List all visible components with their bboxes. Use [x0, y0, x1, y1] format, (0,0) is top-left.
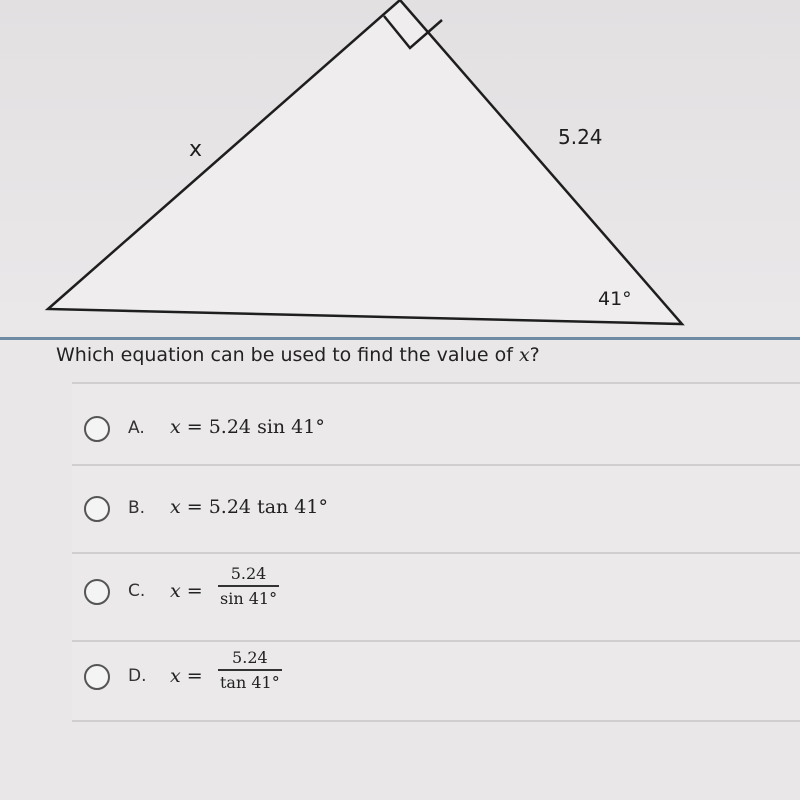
choice-b-equation	[170, 496, 328, 518]
choice-b-eq: =	[180, 496, 209, 518]
question-variable: x	[518, 344, 530, 366]
choice-c-fraction	[218, 564, 279, 608]
choice-d-lhs: x	[170, 665, 181, 687]
question-suffix: ?	[529, 344, 540, 366]
fraction-bar	[218, 585, 279, 587]
choice-b[interactable]	[72, 464, 800, 552]
triangle-figure	[0, 0, 800, 330]
choice-d-eq: =	[180, 665, 203, 687]
choice-a-rhs: 5.24 sin 41°	[208, 416, 325, 438]
choice-a-equation	[170, 416, 325, 438]
side-length-label: 5.24	[558, 125, 603, 149]
choice-d-fraction	[218, 648, 282, 692]
choice-b-letter: B.	[128, 498, 146, 518]
fraction-bar	[218, 669, 282, 671]
choice-a-letter: A.	[128, 418, 145, 438]
choice-d[interactable]	[72, 640, 800, 722]
divider	[0, 337, 800, 340]
radio-d[interactable]	[84, 664, 110, 690]
choice-c-denominator: sin 41°	[220, 588, 278, 608]
choice-d-lhs-group	[170, 665, 203, 687]
choice-a[interactable]	[72, 382, 800, 464]
choice-c-lhs: x	[170, 580, 181, 602]
choice-a-eq: =	[180, 416, 209, 438]
choice-b-rhs: 5.24 tan 41°	[208, 496, 328, 518]
choice-d-letter: D.	[128, 666, 147, 686]
choice-a-lhs: x	[170, 416, 181, 438]
question-prefix: Which equation can be used to find the value of	[56, 344, 519, 366]
side-x-label: x	[189, 137, 203, 162]
radio-a[interactable]	[84, 416, 110, 442]
radio-c[interactable]	[84, 579, 110, 605]
choice-c-lhs-group	[170, 580, 203, 602]
radio-b[interactable]	[84, 496, 110, 522]
answer-choices	[72, 382, 800, 722]
question-text	[56, 344, 540, 366]
choice-b-lhs: x	[170, 496, 181, 518]
choice-c-letter: C.	[128, 581, 146, 601]
choice-c-eq: =	[180, 580, 203, 602]
choice-c[interactable]	[72, 552, 800, 640]
choice-d-denominator: tan 41°	[220, 672, 280, 692]
choice-c-numerator: 5.24	[230, 564, 267, 583]
angle-label: 41°	[598, 288, 632, 310]
choice-d-numerator: 5.24	[232, 648, 268, 667]
